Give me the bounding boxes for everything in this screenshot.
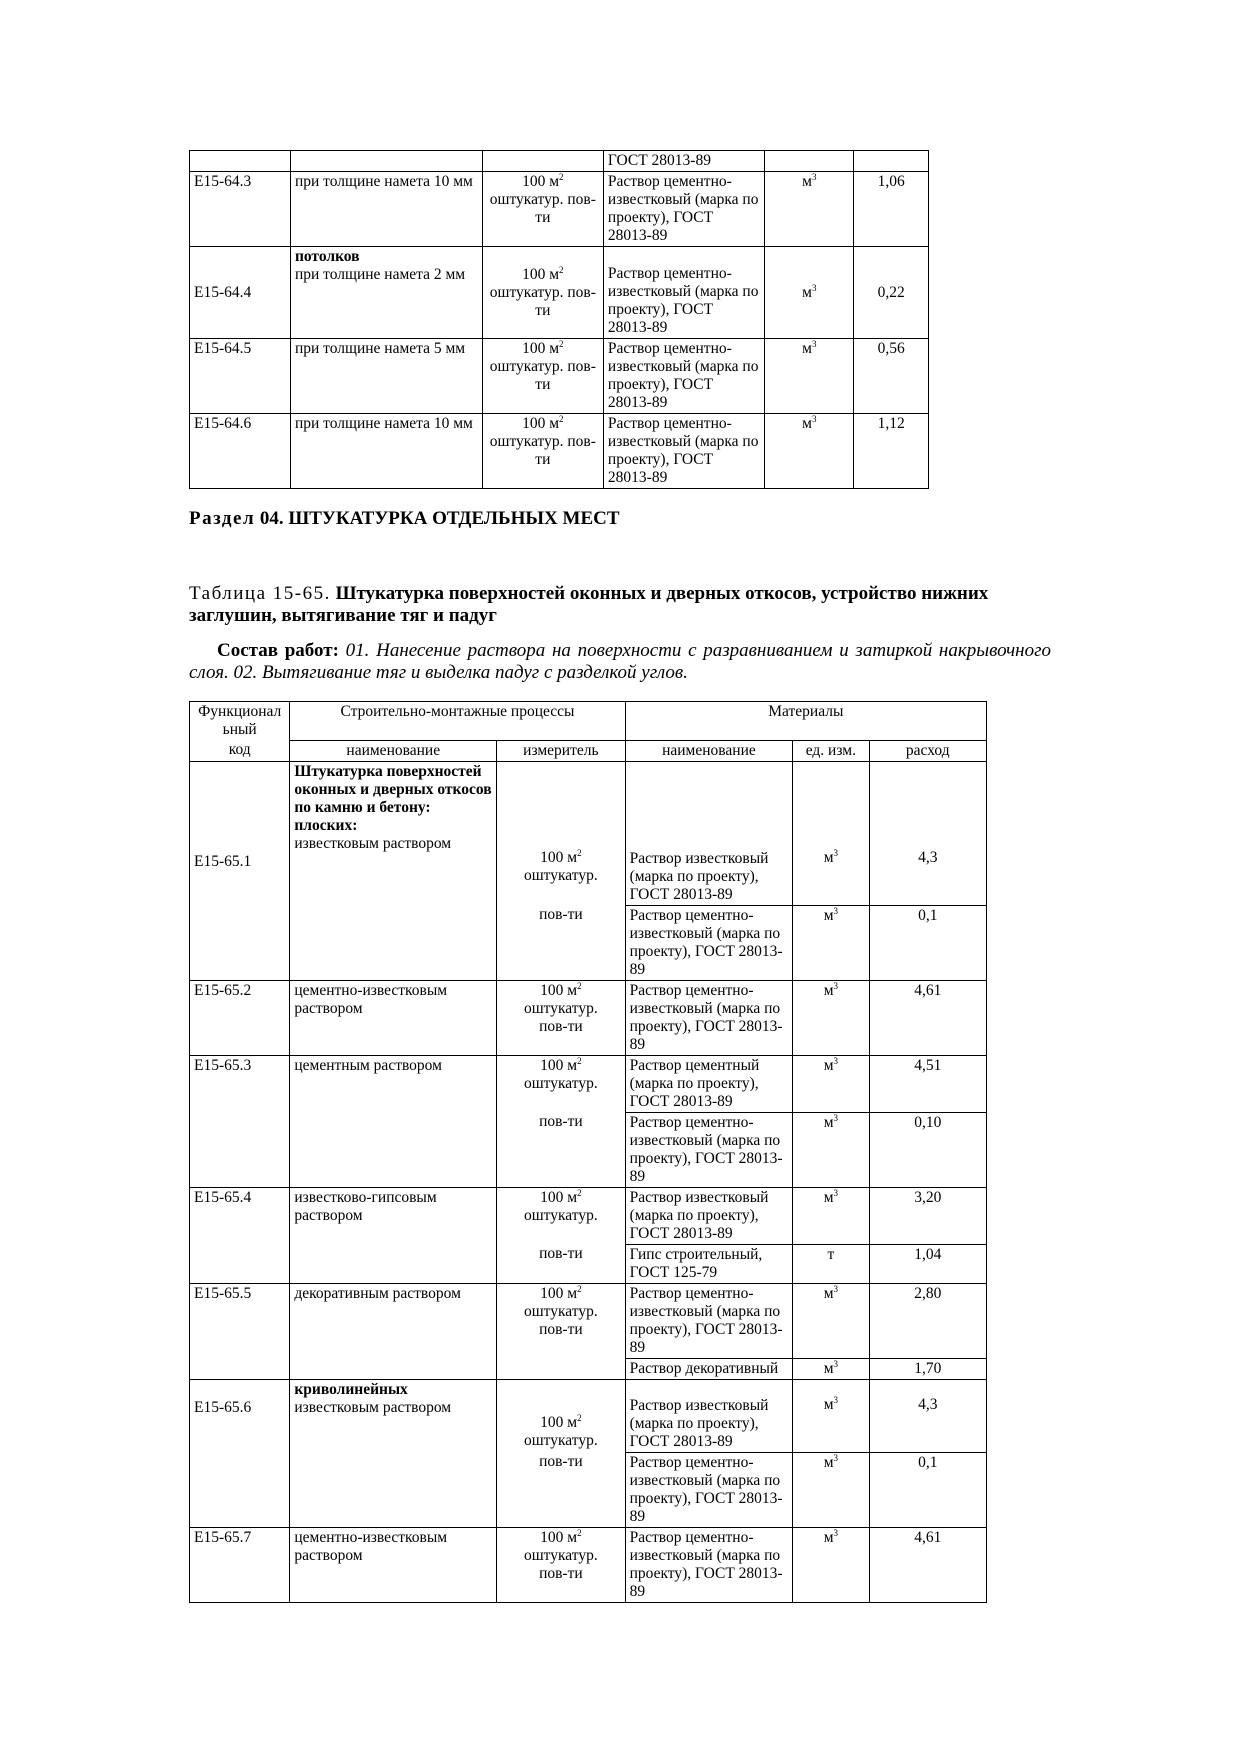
- table-row: [190, 172, 929, 247]
- unit-cell: $м^3$: [793, 1055, 869, 1112]
- name-cell: цементно-известковым раствором: [290, 1527, 497, 1602]
- material-cell: Раствор цементно-известковый (марка по проекту), ГОСТ 28013-89: [625, 1452, 793, 1527]
- table-row: [190, 1055, 987, 1112]
- material-cell: Раствор цементно-известковый (марка по проекту), ГОСТ 28013-89: [603, 339, 765, 414]
- name-cell: криволинейных известковым раствором: [290, 1379, 497, 1527]
- unit-cell: $м^3$: [793, 1527, 869, 1602]
- qty-cell: 4,61: [869, 1527, 987, 1602]
- measure-cell: 100 $м^2$ оштукатур.: [497, 1379, 625, 1452]
- code-cell: Е15-65.5: [190, 1283, 290, 1379]
- table-header-row: [190, 740, 987, 761]
- unit-cell: $м^3$: [765, 339, 854, 414]
- qty-cell: 2,80: [869, 1283, 987, 1358]
- qty-cell: 4,3: [869, 761, 987, 905]
- unit-cell: $м^3$: [793, 1379, 869, 1452]
- qty-cell: 4,61: [869, 980, 987, 1055]
- material-cell: Раствор цементно-известковый (марка по проекту), ГОСТ 28013-89: [603, 247, 765, 339]
- qty-cell: 0,22: [854, 247, 929, 339]
- unit-cell: $м^3$: [793, 761, 869, 905]
- measure-cell: 100 $м^2$ оштукатур. пов-ти: [482, 172, 603, 247]
- material-cell: Раствор известковый (марка по проекту), ГОСТ 28013-89: [625, 1187, 793, 1244]
- norms-table: [189, 701, 987, 1603]
- table-row: [190, 1379, 987, 1452]
- material-cell: Раствор цементный (марка по проекту), ГОСТ 28013-89: [625, 1055, 793, 1112]
- name-cell: цементно-известковым раствором: [290, 980, 497, 1055]
- qty-cell: 3,20: [869, 1187, 987, 1244]
- qty-cell: 4,3: [869, 1379, 987, 1452]
- material-cell: Раствор цементно-известковый (марка по проекту), ГОСТ 28013-89: [625, 1283, 793, 1358]
- material-cell: Раствор цементно-известковый (марка по проекту), ГОСТ 28013-89: [603, 414, 765, 489]
- material-cell: Раствор декоративный: [625, 1358, 793, 1379]
- column-header: наименование: [290, 740, 497, 761]
- name-cell: известково-гипсовым раствором: [290, 1187, 497, 1283]
- table-row: [190, 247, 929, 339]
- measure-cell: 100 $м^2$ оштукатур. пов-ти: [482, 247, 603, 339]
- column-header: ед. изм.: [793, 740, 869, 761]
- unit-cell: $м^3$: [765, 414, 854, 489]
- measure-cell: 100 $м^2$ оштукатур.: [497, 761, 625, 905]
- unit-cell: $м^3$: [765, 247, 854, 339]
- group-heading: Штукатурка поверхностей оконных и дверных откосов по камню и бетону: плоских:: [294, 762, 492, 834]
- continuation-table: [189, 150, 929, 489]
- material-cell: Раствор известковый (марка по проекту), ГОСТ 28013-89: [625, 761, 793, 905]
- material-cell: Раствор цементно-известковый (марка по проекту), ГОСТ 28013-89: [625, 980, 793, 1055]
- measure-cell: пов-ти: [497, 1244, 625, 1283]
- material-cell: Раствор цементно-известковый (марка по проекту), ГОСТ 28013-89: [625, 1112, 793, 1187]
- unit-cell: $м^3$: [793, 1187, 869, 1244]
- measure-cell: 100 $м^2$ оштукатур.: [497, 1187, 625, 1244]
- table-row: [190, 151, 929, 172]
- table-row: [190, 339, 929, 414]
- qty-cell: 4,51: [869, 1055, 987, 1112]
- work-composition: Состав работ: 01. Нанесение раствора на поверхности с разравниванием и затиркой накрывочного слоя. 02. Вытягивание тяг и выделка падуг с разделкой углов.: [189, 640, 1051, 683]
- measure-cell: 100 $м^2$ оштукатур. пов-ти: [497, 1283, 625, 1379]
- code-cell: Е15-64.6: [190, 414, 291, 489]
- table-header-row: [190, 702, 987, 741]
- code-cell: Е15-65.2: [190, 980, 290, 1055]
- qty-cell: 1,70: [869, 1358, 987, 1379]
- column-header: Функционал ьный: [190, 702, 290, 741]
- name-cell: при толщине намета 10 мм: [290, 172, 482, 247]
- unit-cell: $м^3$: [793, 1283, 869, 1358]
- table-row: [190, 414, 929, 489]
- qty-cell: 1,04: [869, 1244, 987, 1283]
- name-cell: декоративным раствором: [290, 1283, 497, 1379]
- qty-cell: 0,10: [869, 1112, 987, 1187]
- material-cell: Гипс строительный, ГОСТ 125-79: [625, 1244, 793, 1283]
- name-cell: Штукатурка поверхностей оконных и дверных откосов по камню и бетону: плоских: известковым раствором: [290, 761, 497, 980]
- material-cell: Раствор цементно-известковый (марка по проекту), ГОСТ 28013-89: [625, 905, 793, 980]
- unit-cell: $м^3$: [765, 172, 854, 247]
- group-heading: криволинейных: [294, 1380, 408, 1398]
- code-cell: Е15-64.5: [190, 339, 291, 414]
- column-header: расход: [869, 740, 987, 761]
- name-cell: при толщине намета 5 мм: [290, 339, 482, 414]
- name-cell: при толщине намета 10 мм: [290, 414, 482, 489]
- measure-cell: 100 $м^2$ оштукатур.: [497, 1055, 625, 1112]
- code-cell: Е15-65.1: [190, 761, 290, 980]
- qty-cell: 0,1: [869, 905, 987, 980]
- column-header: Строительно-монтажные процессы: [290, 702, 625, 741]
- qty-cell: 1,06: [854, 172, 929, 247]
- column-header: код: [190, 740, 290, 761]
- column-header: измеритель: [497, 740, 625, 761]
- code-cell: Е15-64.3: [190, 172, 291, 247]
- qty-cell: 1,12: [854, 414, 929, 489]
- table-row: [190, 1527, 987, 1602]
- table-row: [190, 980, 987, 1055]
- measure-cell: пов-ти: [497, 1112, 625, 1187]
- measure-cell: пов-ти: [497, 1452, 625, 1527]
- unit-cell: т: [793, 1244, 869, 1283]
- table-caption: Таблица 15-65. Штукатурка поверхностей оконных и дверных откосов, устройство нижних заглушин, вытягивание тяг и падуг: [189, 583, 989, 626]
- table-row: [190, 1187, 987, 1244]
- table-row: [190, 761, 987, 905]
- code-cell: Е15-65.4: [190, 1187, 290, 1283]
- code-cell: Е15-65.3: [190, 1055, 290, 1187]
- measure-cell: 100 $м^2$ оштукатур. пов-ти: [482, 414, 603, 489]
- unit-cell: $м^3$: [793, 1112, 869, 1187]
- measure-cell: 100 $м^2$ оштукатур. пов-ти: [497, 1527, 625, 1602]
- material-cell: ГОСТ 28013-89: [603, 151, 765, 172]
- group-heading: потолков: [294, 248, 360, 265]
- unit-cell: $м^3$: [793, 905, 869, 980]
- code-cell: Е15-65.6: [190, 1379, 290, 1527]
- name-cell: цементным раствором: [290, 1055, 497, 1187]
- qty-cell: 0,56: [854, 339, 929, 414]
- name-cell: потолков при толщине намета 2 мм: [290, 247, 482, 339]
- measure-cell: пов-ти: [497, 905, 625, 980]
- unit-cell: $м^3$: [793, 1358, 869, 1379]
- table-row: [190, 1283, 987, 1358]
- measure-cell: 100 $м^2$ оштукатур. пов-ти: [482, 339, 603, 414]
- section-heading: Раздел 04. ШТУКАТУРКА ОТДЕЛЬНЫХ МЕСТ: [189, 508, 620, 529]
- column-header: Материалы: [625, 702, 986, 741]
- qty-cell: 0,1: [869, 1452, 987, 1527]
- column-header: наименование: [625, 740, 793, 761]
- code-cell: Е15-64.4: [190, 247, 291, 339]
- material-cell: Раствор цементно-известковый (марка по проекту), ГОСТ 28013-89: [603, 172, 765, 247]
- material-cell: Раствор известковый (марка по проекту), ГОСТ 28013-89: [625, 1379, 793, 1452]
- unit-cell: $м^3$: [793, 980, 869, 1055]
- code-cell: Е15-65.7: [190, 1527, 290, 1602]
- measure-cell: 100 $м^2$ оштукатур. пов-ти: [497, 980, 625, 1055]
- material-cell: Раствор цементно-известковый (марка по проекту), ГОСТ 28013-89: [625, 1527, 793, 1602]
- unit-cell: $м^3$: [793, 1452, 869, 1527]
